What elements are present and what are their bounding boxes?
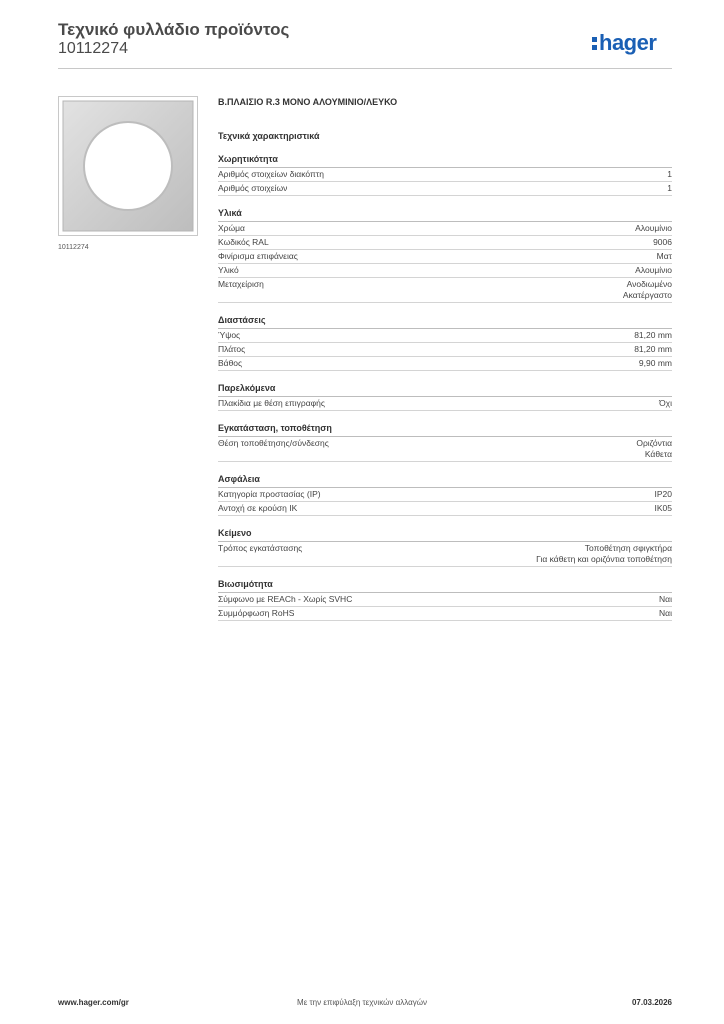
spec-value-line: Για κάθετη και οριζόντια τοποθέτηση [536,554,672,564]
spec-section [218,527,672,567]
spec-row [218,542,672,567]
spec-value-line: 81,20 mm [634,330,672,340]
logo-text: hager [599,30,657,55]
spec-value-line: IK05 [654,503,672,513]
section-title: Υλικά [218,207,672,222]
spec-row [218,329,672,343]
spec-section [218,153,672,196]
spec-row [218,278,672,303]
spec-label: Αριθμός στοιχείων διακόπτη [218,169,324,179]
spec-label: Φινίρισμα επιφάνειας [218,251,298,261]
spec-value-line: 1 [667,169,672,179]
spec-value-line: Κάθετα [644,449,672,459]
spec-label: Πλακίδια με θέση επιγραφής [218,398,325,408]
spec-label: Μεταχείριση [218,279,264,289]
spec-row [218,182,672,196]
section-title: Διαστάσεις [218,314,672,329]
header-divider [58,68,672,69]
spec-value [321,489,672,500]
spec-row [218,397,672,411]
spec-value-line: 9,90 mm [638,358,672,368]
spec-section [218,422,672,462]
spec-value-line: Ανοδιωμένο [626,279,672,289]
spec-value-line: Οριζόντια [636,438,672,448]
spec-row [218,222,672,236]
spec-row [218,168,672,182]
logo-dot-bottom [592,45,597,50]
spec-value [269,237,672,248]
spec-section [218,578,672,621]
spec-label: Υλικό [218,265,239,275]
spec-label: Θέση τοποθέτησης/σύνδεσης [218,438,329,448]
product-image [58,96,198,236]
footer-url[interactable]: www.hager.com/gr [58,998,129,1007]
section-title: Ασφάλεια [218,473,672,488]
section-title: Εγκατάσταση, τοποθέτηση [218,422,672,437]
spec-value [294,608,672,619]
spec-row [218,343,672,357]
spec-value [264,279,672,301]
spec-value-line: Ναι [659,594,672,604]
spec-sections [218,153,672,621]
spec-row [218,357,672,371]
spec-value [324,169,672,180]
spec-label: Αριθμός στοιχείων [218,183,288,193]
spec-label: Χρώμα [218,223,245,233]
product-code: 10112274 [58,40,128,57]
spec-value [325,398,672,409]
section-title: Παρελκόμενα [218,382,672,397]
footer-date: 07.03.2026 [631,998,672,1007]
image-caption: 10112274 [58,244,89,251]
spec-value-line: Όχι [659,398,672,408]
spec-label: Κωδικός RAL [218,237,269,247]
page-title: Τεχνικό φυλλάδιο προϊόντος [58,20,290,39]
spec-value-line: Τοποθέτηση σφιγκτήρα [584,543,672,553]
spec-value-line: 81,20 mm [634,344,672,354]
spec-value-line: IP20 [654,489,672,499]
spec-value [302,543,672,565]
spec-value [245,344,672,355]
spec-value [352,594,672,605]
spec-value [297,503,672,514]
spec-value-line: 1 [667,183,672,193]
spec-label: Κατηγορία προστασίας (IP) [218,489,321,499]
spec-row [218,236,672,250]
tech-characteristics-title: Τεχνικά χαρακτηριστικά [218,131,320,141]
spec-row [218,502,672,516]
logo-dot-top [592,37,597,42]
spec-label: Σύμφωνο με REACh - Χωρίς SVHC [218,594,353,604]
spec-label: Τρόπος εγκατάστασης [218,543,303,553]
hager-logo [590,28,674,58]
footer-note: Με την επιφύλαξη τεχνικών αλλαγών [297,998,427,1007]
spec-row [218,264,672,278]
spec-label: Βάθος [218,358,243,368]
spec-label: Ύψος [218,330,241,340]
section-title: Χωρητικότητα [218,153,672,168]
spec-label: Συμμόρφωση RoHS [218,608,295,618]
spec-value-line: Ματ [656,251,672,261]
spec-value-line: 9006 [653,237,672,247]
frame-icon [59,97,197,235]
spec-content [218,96,672,621]
spec-value-line: Ακατέργαστο [622,290,672,300]
spec-value [287,183,672,194]
spec-row [218,250,672,264]
spec-value [242,358,672,369]
spec-row [218,593,672,607]
spec-row [218,488,672,502]
spec-value [245,223,672,234]
spec-value [298,251,672,262]
spec-row [218,607,672,621]
spec-value-line: Αλουμίνιο [635,223,672,233]
spec-value-line: Αλουμίνιο [635,265,672,275]
spec-section [218,207,672,303]
spec-value [240,330,672,341]
spec-value [239,265,672,276]
spec-section [218,473,672,516]
spec-label: Αντοχή σε κρούση IK [218,503,298,513]
spec-label: Πλάτος [218,344,246,354]
spec-value [329,438,672,460]
section-title: Βιωσιμότητα [218,578,672,593]
spec-row [218,437,672,462]
section-title: Κείμενο [218,527,672,542]
spec-value-line: Ναι [659,608,672,618]
product-name: Β.ΠΛΑΙΣΙΟ R.3 ΜΟΝΟ ΑΛΟΥΜΙΝΙΟ/ΛΕΥΚΟ [218,97,398,107]
spec-section [218,382,672,411]
spec-section [218,314,672,371]
